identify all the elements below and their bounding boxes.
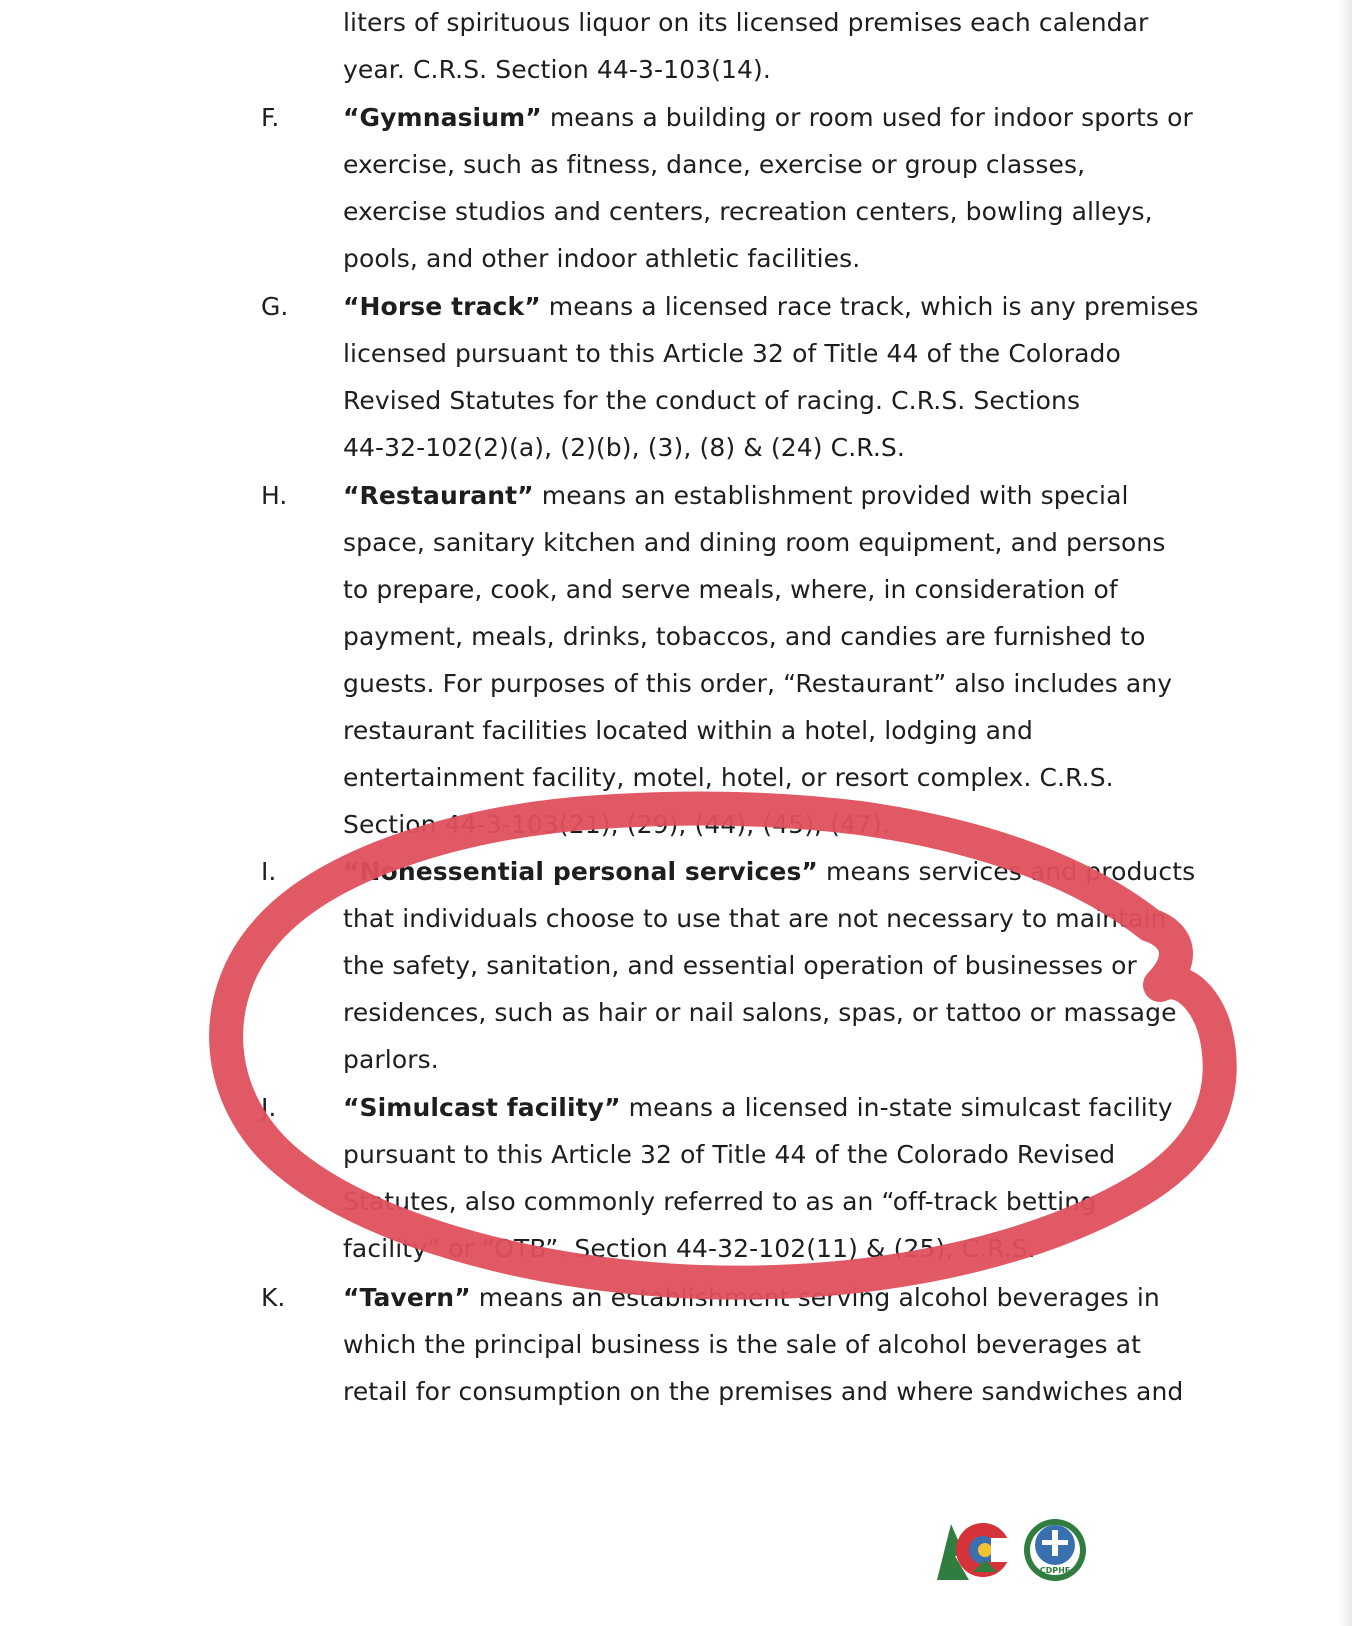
section-g-first-line: [343, 292, 1199, 322]
cdphe-logo: [933, 1510, 1093, 1590]
body-line: which the principal business is the sale of alcohol beverages at: [343, 1330, 1142, 1359]
term-horse-track: “Horse track”: [343, 292, 541, 321]
body-line: guests. For purposes of this order, “Restaurant” also includes any: [343, 669, 1173, 698]
body-line: year. C.R.S. Section 44-3-103(14).: [343, 55, 771, 84]
definition-text: means a licensed in-state simulcast facility: [620, 1093, 1173, 1122]
body-line: payment, meals, drinks, tobaccos, and candies are furnished to: [343, 622, 1146, 651]
term-tavern: “Tavern”: [343, 1283, 471, 1312]
body-line: exercise, such as fitness, dance, exercise or group classes,: [343, 150, 1086, 179]
colorado-c-icon: [937, 1523, 1013, 1580]
body-line: pursuant to this Article 32 of Title 44 of the Colorado Revised: [343, 1140, 1116, 1169]
section-label-j: J.: [261, 1093, 277, 1122]
body-line: 44-32-102(2)(a), (2)(b), (3), (8) & (24) C.R.S.: [343, 433, 905, 462]
body-line: to prepare, cook, and serve meals, where, in consideration of: [343, 575, 1118, 604]
section-j-first-line: [343, 1093, 1173, 1123]
definition-text: means a building or room used for indoor sports or: [541, 103, 1193, 132]
term-gymnasium: “Gymnasium”: [343, 103, 542, 132]
body-line: pools, and other indoor athletic facilities.: [343, 244, 861, 273]
body-line: that individuals choose to use that are not necessary to maintain: [343, 904, 1167, 933]
cdphe-seal-icon: [1024, 1519, 1086, 1581]
body-line: Revised Statutes for the conduct of racing. C.R.S. Sections: [343, 386, 1081, 415]
body-line: parlors.: [343, 1045, 439, 1074]
section-k-first-line: [343, 1283, 1160, 1313]
section-label-k: K.: [261, 1283, 286, 1312]
section-label-i: I.: [261, 857, 277, 886]
body-line: facility” or “OTB”. Section 44-32-102(11) & (25), C.R.S.: [343, 1234, 1036, 1263]
definition-text: means an establishment serving alcohol beverages in: [470, 1283, 1160, 1312]
body-line: licensed pursuant to this Article 32 of Title 44 of the Colorado: [343, 339, 1121, 368]
term-simulcast-facility: “Simulcast facility”: [343, 1093, 621, 1122]
definition-text: means services and products: [817, 857, 1196, 886]
section-h-first-line: [343, 481, 1129, 511]
body-line: liters of spirituous liquor on its licensed premises each calendar: [343, 8, 1149, 37]
body-line: exercise studios and centers, recreation centers, bowling alleys,: [343, 197, 1153, 226]
section-i-first-line: [343, 857, 1195, 887]
term-nonessential-personal-services: “Nonessential personal services”: [343, 857, 818, 886]
section-f-first-line: [343, 103, 1193, 133]
term-restaurant: “Restaurant”: [343, 481, 534, 510]
section-label-h: H.: [261, 481, 288, 510]
logo-text: CDPHE: [1039, 1566, 1071, 1575]
body-line: entertainment facility, motel, hotel, or resort complex. C.R.S.: [343, 763, 1114, 792]
body-line: Statutes, also commonly referred to as an “off-track betting: [343, 1187, 1097, 1216]
body-line: Section 44-3-103(21), (29), (44), (45), (47).: [343, 810, 890, 839]
body-line: retail for consumption on the premises and where sandwiches and: [343, 1377, 1184, 1406]
page-edge-shadow: [1338, 0, 1352, 1626]
body-line: space, sanitary kitchen and dining room equipment, and persons: [343, 528, 1166, 557]
section-label-g: G.: [261, 292, 289, 321]
section-label-f: F.: [261, 103, 280, 132]
body-line: residences, such as hair or nail salons, spas, or tattoo or massage: [343, 998, 1177, 1027]
body-line: restaurant facilities located within a hotel, lodging and: [343, 716, 1033, 745]
definition-text: means an establishment provided with special: [533, 481, 1129, 510]
body-line: the safety, sanitation, and essential operation of businesses or: [343, 951, 1137, 980]
definition-text: means a licensed race track, which is any premises: [540, 292, 1199, 321]
